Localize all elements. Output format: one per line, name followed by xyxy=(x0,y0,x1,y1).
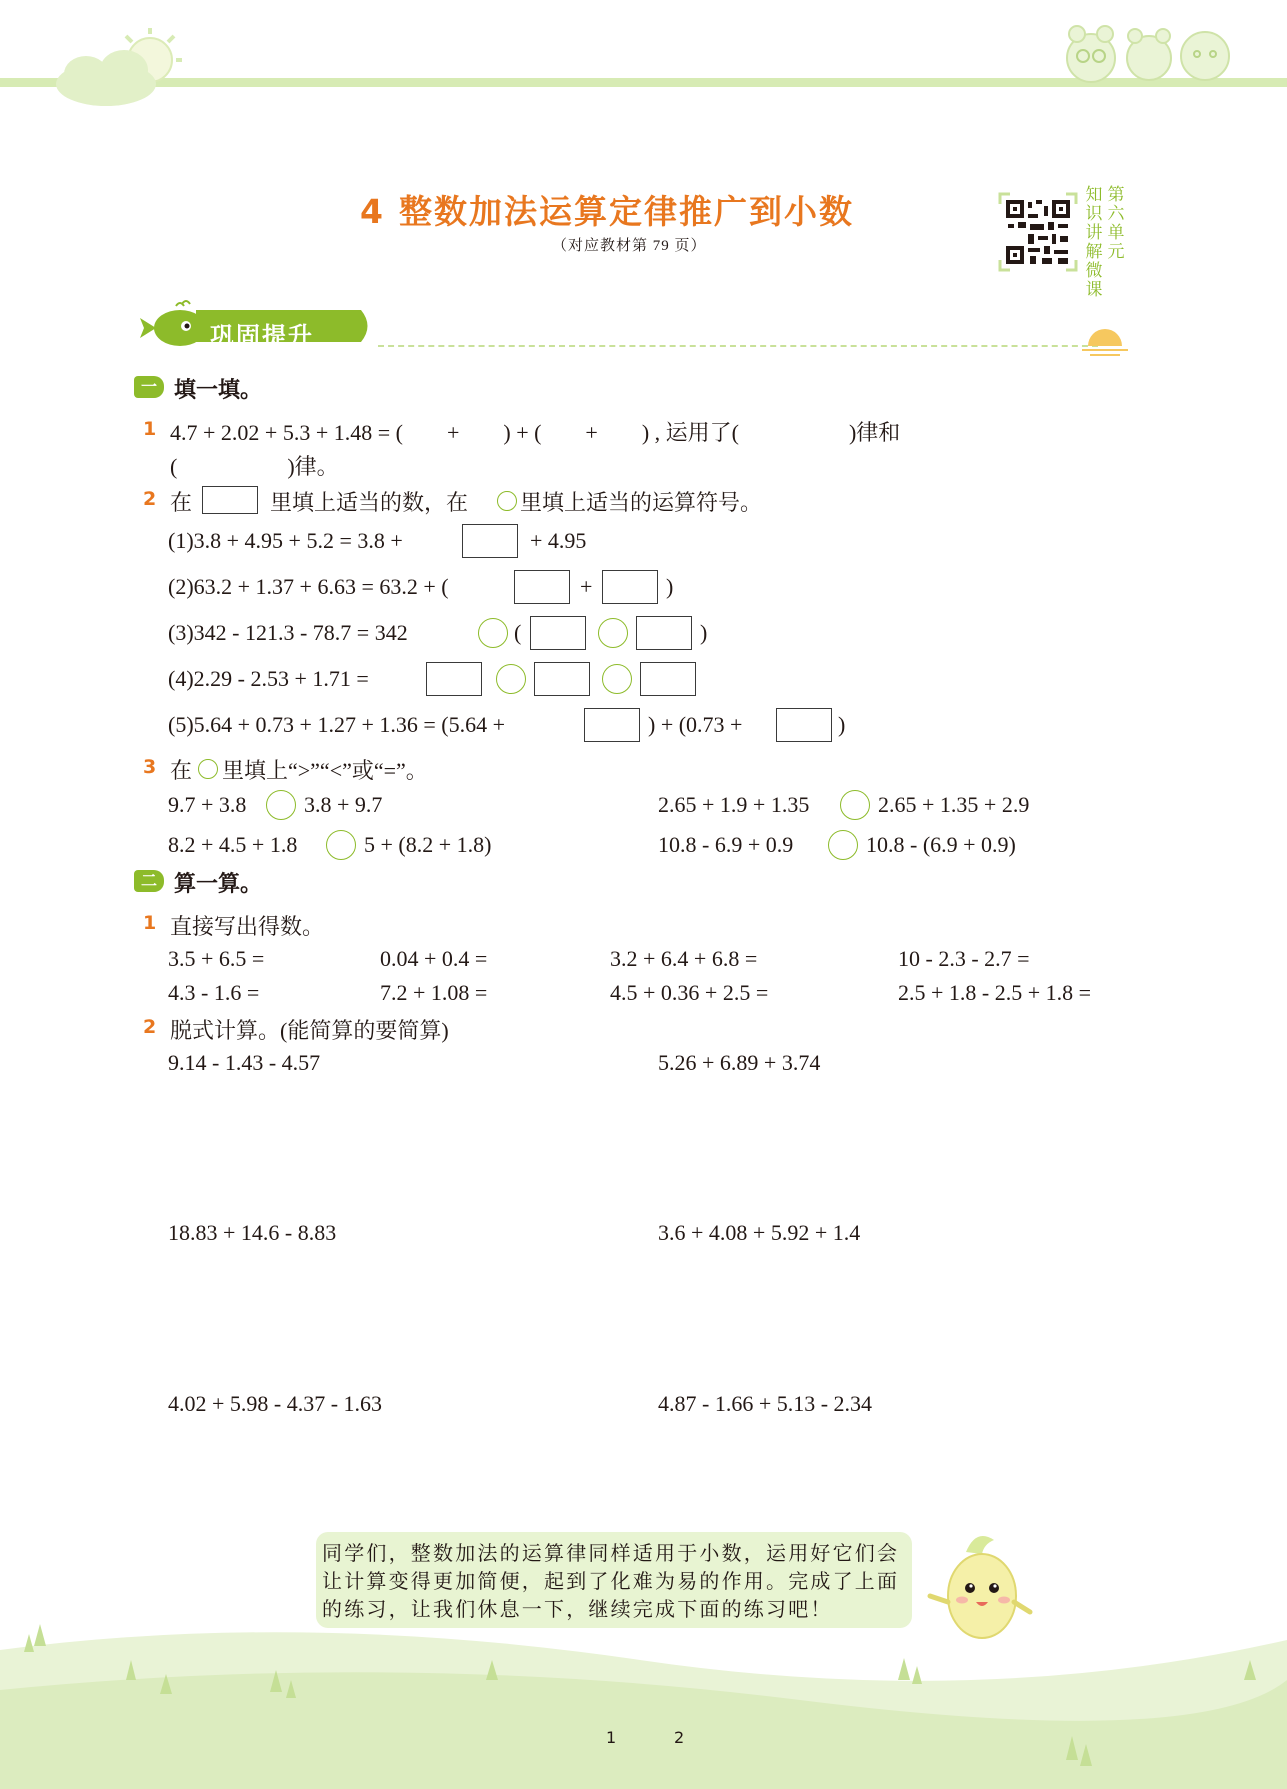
p1-q2-item5-b: ) + (0.73 + xyxy=(648,712,743,737)
part1-title: 填一填。 xyxy=(174,378,263,403)
answer-box[interactable] xyxy=(534,662,590,696)
compare-circle[interactable] xyxy=(828,830,858,860)
p1-q1-line1: 4.7 + 2.02 + 5.3 + 1.48 = ( + ) + ( + ) , 运用了( )律和 xyxy=(170,420,901,445)
oral-item: 4.3 - 1.6 = xyxy=(168,980,260,1005)
animal-friends-icon xyxy=(1055,18,1245,86)
p1-q2-item5-a: (5)5.64 + 0.73 + 1.27 + 1.36 = (5.64 + xyxy=(168,712,506,737)
p1-q3-instr-a: 在 xyxy=(170,758,193,783)
oral-item: 2.5 + 1.8 - 2.5 + 1.8 = xyxy=(898,980,1092,1005)
part1-badge: 一 xyxy=(134,376,164,398)
qr-code-icon[interactable] xyxy=(998,192,1078,272)
page-number-left: 1 xyxy=(606,1728,617,1747)
calc-item: 9.14 - 1.43 - 4.57 xyxy=(168,1050,321,1075)
calc-item: 4.87 - 1.66 + 5.13 - 2.34 xyxy=(658,1391,873,1416)
calc-item: 18.83 + 14.6 - 8.83 xyxy=(168,1220,337,1245)
answer-box[interactable] xyxy=(584,708,640,742)
p2-q1-instr: 直接写出得数。 xyxy=(170,914,325,939)
p1-q2-item3-a: (3)342 - 121.3 - 78.7 = 342 xyxy=(168,620,408,645)
egg-mascot-icon xyxy=(926,1530,1036,1650)
oral-item: 4.5 + 0.36 + 2.5 = xyxy=(610,980,769,1005)
p1-q2-item3-c: ) xyxy=(700,620,708,645)
sun-cloud-icon xyxy=(46,26,186,110)
page-title xyxy=(360,186,854,233)
calc-item: 5.26 + 6.89 + 3.74 xyxy=(658,1050,821,1075)
compare-left: 10.8 - 6.9 + 0.9 xyxy=(658,832,794,857)
compare-left: 9.7 + 3.8 xyxy=(168,792,247,817)
oral-item: 7.2 + 1.08 = xyxy=(380,980,488,1005)
compare-right: 2.65 + 1.35 + 2.9 xyxy=(878,792,1030,817)
compare-circle[interactable] xyxy=(266,790,296,820)
oral-item: 10 - 2.3 - 2.7 = xyxy=(898,946,1030,971)
compare-circle[interactable] xyxy=(840,790,870,820)
calc-item: 4.02 + 5.98 - 4.37 - 1.63 xyxy=(168,1391,383,1416)
oral-item: 3.5 + 6.5 = xyxy=(168,946,265,971)
compare-right: 10.8 - (6.9 + 0.9) xyxy=(866,832,1016,857)
p1-q2-number: 2 xyxy=(143,488,157,510)
answer-box[interactable] xyxy=(636,616,692,650)
compare-left: 2.65 + 1.9 + 1.35 xyxy=(658,792,810,817)
p1-q3-number: 3 xyxy=(143,756,157,778)
section-banner-title: 巩固提升 xyxy=(210,322,314,350)
compare-left: 8.2 + 4.5 + 1.8 xyxy=(168,832,298,857)
p1-q2-item5-c: ) xyxy=(838,712,846,737)
p1-q1-number: 1 xyxy=(143,418,157,440)
answer-box[interactable] xyxy=(462,524,518,558)
p1-q2-item2-b: + xyxy=(580,574,593,599)
compare-circle[interactable] xyxy=(326,830,356,860)
compare-right: 3.8 + 9.7 xyxy=(304,792,383,817)
page-subtitle: （对应教材第 79 页） xyxy=(552,238,707,254)
oral-item: 0.04 + 0.4 = xyxy=(380,946,488,971)
p1-q2-item1-b: + 4.95 xyxy=(530,528,587,553)
compare-right: 5 + (8.2 + 1.8) xyxy=(364,832,492,857)
p1-q2-item2-a: (2)63.2 + 1.37 + 6.63 = 63.2 + ( xyxy=(168,574,449,599)
p1-q2-instr-a: 在 xyxy=(170,490,193,515)
answer-circle[interactable] xyxy=(496,664,526,694)
answer-circle[interactable] xyxy=(478,618,508,648)
p1-q2-item2-c: ) xyxy=(666,574,674,599)
grass-hills-illustration xyxy=(0,1620,1287,1789)
sample-circle-icon xyxy=(198,759,218,779)
p1-q1-line2: ( )律。 xyxy=(170,454,339,479)
part2-title: 算一算。 xyxy=(174,872,263,897)
title-text: 整数加法运算定律推广到小数 xyxy=(398,192,854,231)
setting-sun-icon xyxy=(1080,322,1130,362)
p1-q3-instr-b: 里填上“>”“<”或“=”。 xyxy=(222,758,428,783)
part2-badge: 二 xyxy=(134,870,164,892)
answer-circle[interactable] xyxy=(602,664,632,694)
answer-circle[interactable] xyxy=(598,618,628,648)
unit-label: 第六单元 xyxy=(1107,185,1125,262)
answer-box[interactable] xyxy=(602,570,658,604)
calc-item: 3.6 + 4.08 + 5.92 + 1.4 xyxy=(658,1220,861,1245)
answer-box[interactable] xyxy=(776,708,832,742)
p1-q2-item3-b: ( xyxy=(514,620,522,645)
tip-text: 同学们，整数加法的运算律同样适用于小数，运用好它们会让计算变得更加简便，起到了化难为易的作用。完成了上面的练习，让我们休息一下，继续完成下面的练习吧！ xyxy=(322,1543,900,1621)
p2-q1-number: 1 xyxy=(143,912,157,934)
oral-item: 3.2 + 6.4 + 6.8 = xyxy=(610,946,758,971)
sample-circle-icon xyxy=(497,491,517,511)
title-number: 4 xyxy=(360,192,385,231)
sample-box-icon xyxy=(202,486,258,514)
answer-box[interactable] xyxy=(514,570,570,604)
p1-q2-instr-c: 里填上适当的运算符号。 xyxy=(520,490,763,515)
p2-q2-instr: 脱式计算。(能简算的要简算) xyxy=(170,1018,449,1043)
p1-q2-item1-a: (1)3.8 + 4.95 + 5.2 = 3.8 + xyxy=(168,528,403,553)
answer-box[interactable] xyxy=(426,662,482,696)
answer-box[interactable] xyxy=(530,616,586,650)
p1-q2-instr-b: 里填上适当的数，在 xyxy=(270,490,469,515)
p2-q2-number: 2 xyxy=(143,1016,157,1038)
section-divider xyxy=(378,345,1098,347)
page-number-right: 2 xyxy=(674,1728,685,1747)
answer-box[interactable] xyxy=(640,662,696,696)
micro-lesson-label-col2: 知识讲解微课 xyxy=(1085,185,1103,300)
p1-q2-item4-a: (4)2.29 - 2.53 + 1.71 = xyxy=(168,666,369,691)
